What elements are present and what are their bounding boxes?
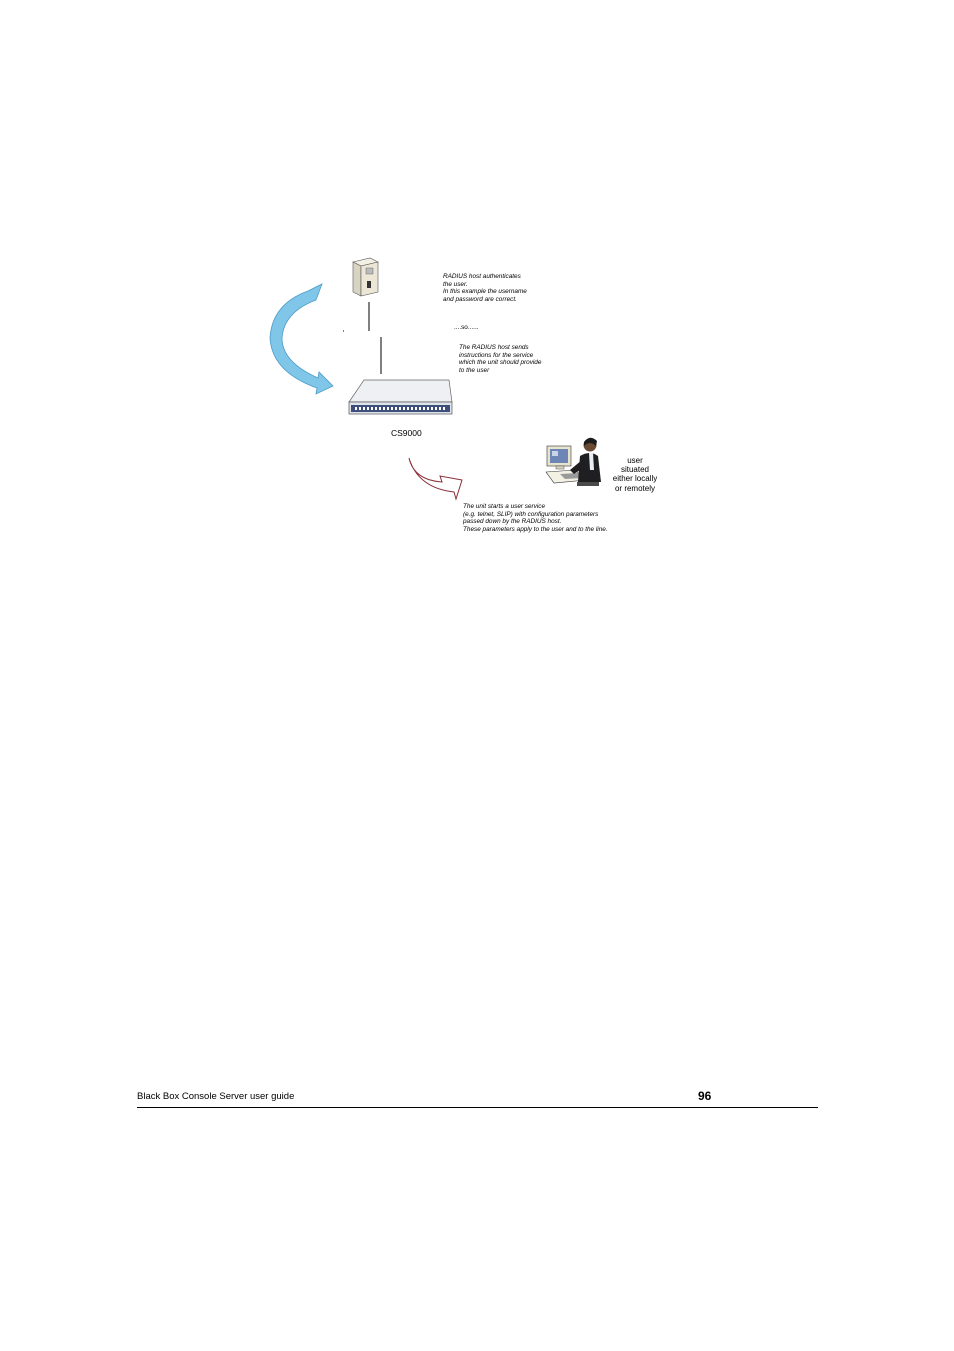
device-label: CS9000 xyxy=(391,428,422,438)
radius-server-icon xyxy=(353,258,378,296)
radius-instructions-note: The RADIUS host sends instructions for the service which the unit should provide to the user xyxy=(459,344,542,374)
service-start-note: The unit starts a user service (e.g. telnet, SLIP) with configuration parameters passed down by the RADIUS host. These parameters apply to the user and to the line. xyxy=(463,503,608,533)
so-text: ....so...... xyxy=(454,324,479,331)
footer-rule xyxy=(137,1107,818,1108)
footer-page-number: 96 xyxy=(698,1089,712,1103)
radius-auth-note: RADIUS host authenticates the user. In this example the username and password are correct. xyxy=(443,273,527,303)
cs9000-device-icon xyxy=(349,380,452,414)
user-at-computer-icon xyxy=(546,438,601,486)
user-label: user situated either locally or remotely xyxy=(612,456,658,493)
footer-doc-title: Black Box Console Server user guide xyxy=(137,1091,295,1102)
service-arrow xyxy=(409,458,462,499)
cycle-arrow xyxy=(270,284,333,394)
